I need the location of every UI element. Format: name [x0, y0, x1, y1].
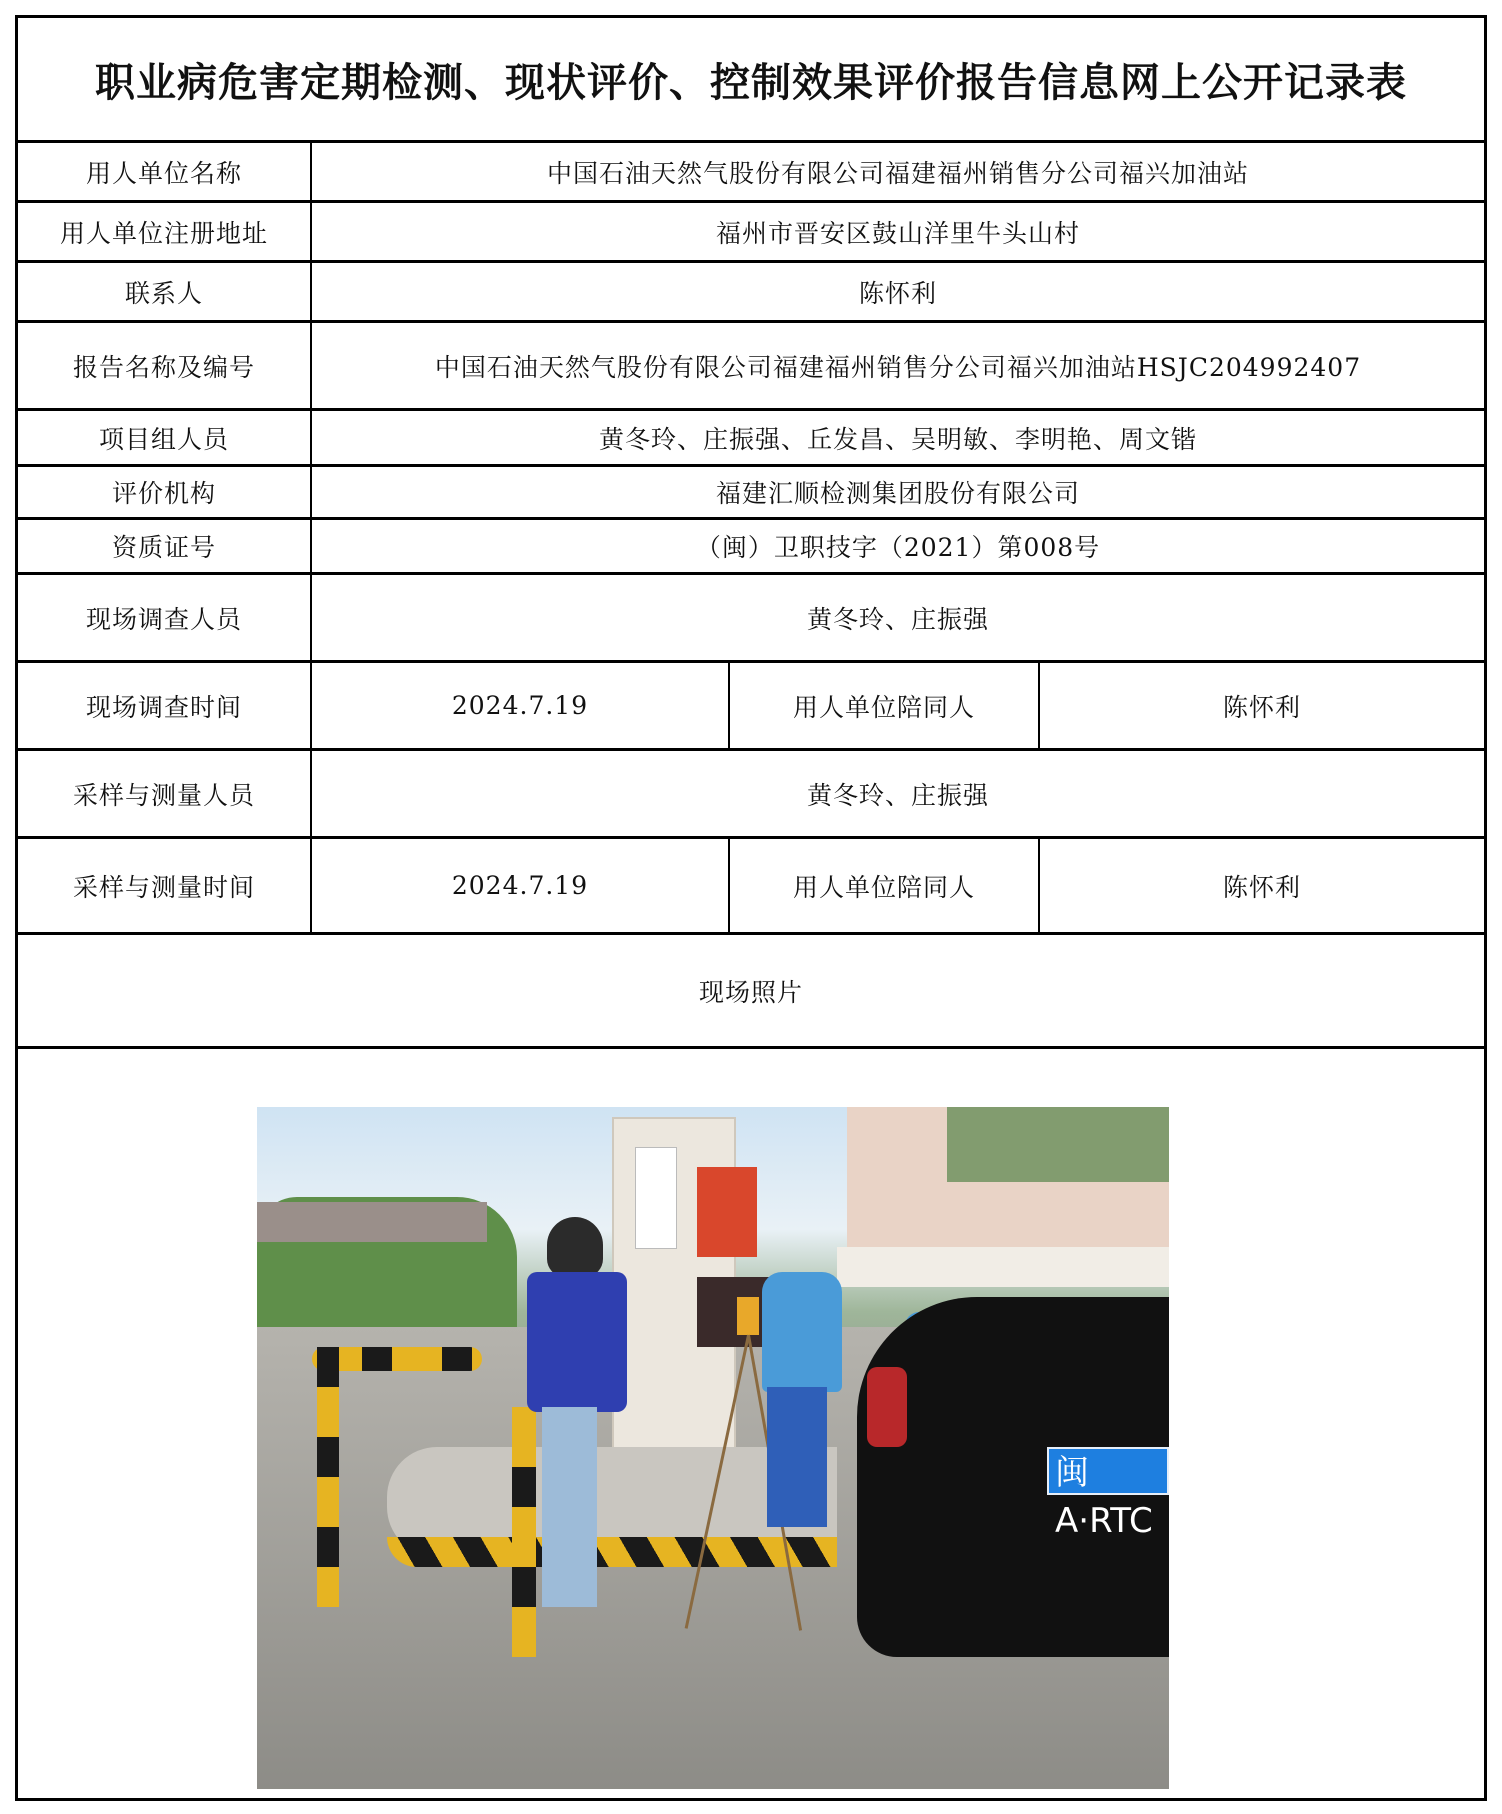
- survey-time-label: 现场调查时间: [85, 692, 242, 722]
- sampling-staff-label: 采样与测量人员: [72, 780, 255, 810]
- photo-technician-vest: [527, 1272, 627, 1412]
- row-project-team: [18, 411, 1484, 467]
- row-sampling-time: [18, 839, 1484, 935]
- sampling-time-label: 采样与测量时间: [72, 872, 255, 902]
- sampling-accompany-label: 用人单位陪同人: [728, 839, 1038, 932]
- photo-barrier-post: [317, 1347, 339, 1607]
- row-evaluator: [18, 467, 1484, 520]
- photo-island-stripes: [387, 1537, 837, 1567]
- evaluator-value: 福建汇顺检测集团股份有限公司: [310, 467, 1484, 517]
- survey-date-value: 2024.7.19: [310, 663, 728, 748]
- title-row: [18, 18, 1484, 143]
- photo-barrier-post: [512, 1407, 536, 1657]
- photo-label: 现场照片: [698, 977, 803, 1007]
- photo-windows: [947, 1107, 1169, 1182]
- row-employer-name: [18, 143, 1484, 203]
- survey-accompany-label: 用人单位陪同人: [728, 663, 1038, 748]
- site-photo: [257, 1107, 1169, 1789]
- survey-staff-label: 现场调查人员: [85, 604, 242, 634]
- photo-canopy: [837, 1247, 1169, 1287]
- record-table: [15, 15, 1487, 1801]
- contact-label: 联系人: [124, 278, 203, 308]
- row-photo: [18, 1049, 1484, 1801]
- photo-technician-head: [547, 1217, 603, 1277]
- contact-value: 陈怀利: [310, 263, 1484, 320]
- survey-staff-value: 黄冬玲、庄振强: [310, 575, 1484, 660]
- photo-building-left: [257, 1202, 487, 1242]
- project-team-value: 黄冬玲、庄振强、丘发昌、吴明敏、李明艳、周文锴: [310, 411, 1484, 464]
- row-photo-label: [18, 935, 1484, 1049]
- photo-attendant-shirt: [762, 1272, 842, 1392]
- row-report-name: [18, 323, 1484, 411]
- sampling-staff-value: 黄冬玲、庄振强: [310, 751, 1484, 836]
- employer-name-value: 中国石油天然气股份有限公司福建福州销售分公司福兴加油站: [310, 143, 1484, 200]
- qualification-value: （闽）卫职技字（2021）第008号: [310, 520, 1484, 572]
- photo-tail-light: [867, 1367, 907, 1447]
- employer-name-label: 用人单位名称: [85, 158, 242, 188]
- photo-license-plate: 闽A·RTC: [1047, 1447, 1169, 1495]
- sampling-date-value: 2024.7.19: [310, 839, 728, 932]
- row-employer-address: [18, 203, 1484, 263]
- row-survey-staff: [18, 575, 1484, 663]
- photo-price-board: [697, 1167, 757, 1257]
- report-name-label: 报告名称及编号: [72, 352, 255, 382]
- photo-technician-jeans: [542, 1407, 597, 1607]
- report-name-value: 中国石油天然气股份有限公司福建福州销售分公司福兴加油站HSJC204992407: [310, 323, 1484, 408]
- photo-attendant-trousers: [767, 1387, 827, 1527]
- row-sampling-staff: [18, 751, 1484, 839]
- qualification-label: 资质证号: [111, 533, 216, 562]
- project-team-label: 项目组人员: [98, 424, 229, 454]
- photo-noise-meter: [737, 1297, 759, 1335]
- row-survey-time: [18, 663, 1484, 751]
- employer-address-label: 用人单位注册地址: [59, 218, 268, 248]
- employer-address-value: 福州市晋安区鼓山洋里牛头山村: [310, 203, 1484, 260]
- survey-accompany-value: 陈怀利: [1038, 663, 1484, 748]
- page-title: 职业病危害定期检测、现状评价、控制效果评价报告信息网上公开记录表: [95, 59, 1407, 106]
- evaluator-label: 评价机构: [111, 479, 216, 508]
- row-qualification: [18, 520, 1484, 575]
- sampling-accompany-value: 陈怀利: [1038, 839, 1484, 932]
- photo-dispenser-sign: [635, 1147, 677, 1249]
- row-contact: [18, 263, 1484, 323]
